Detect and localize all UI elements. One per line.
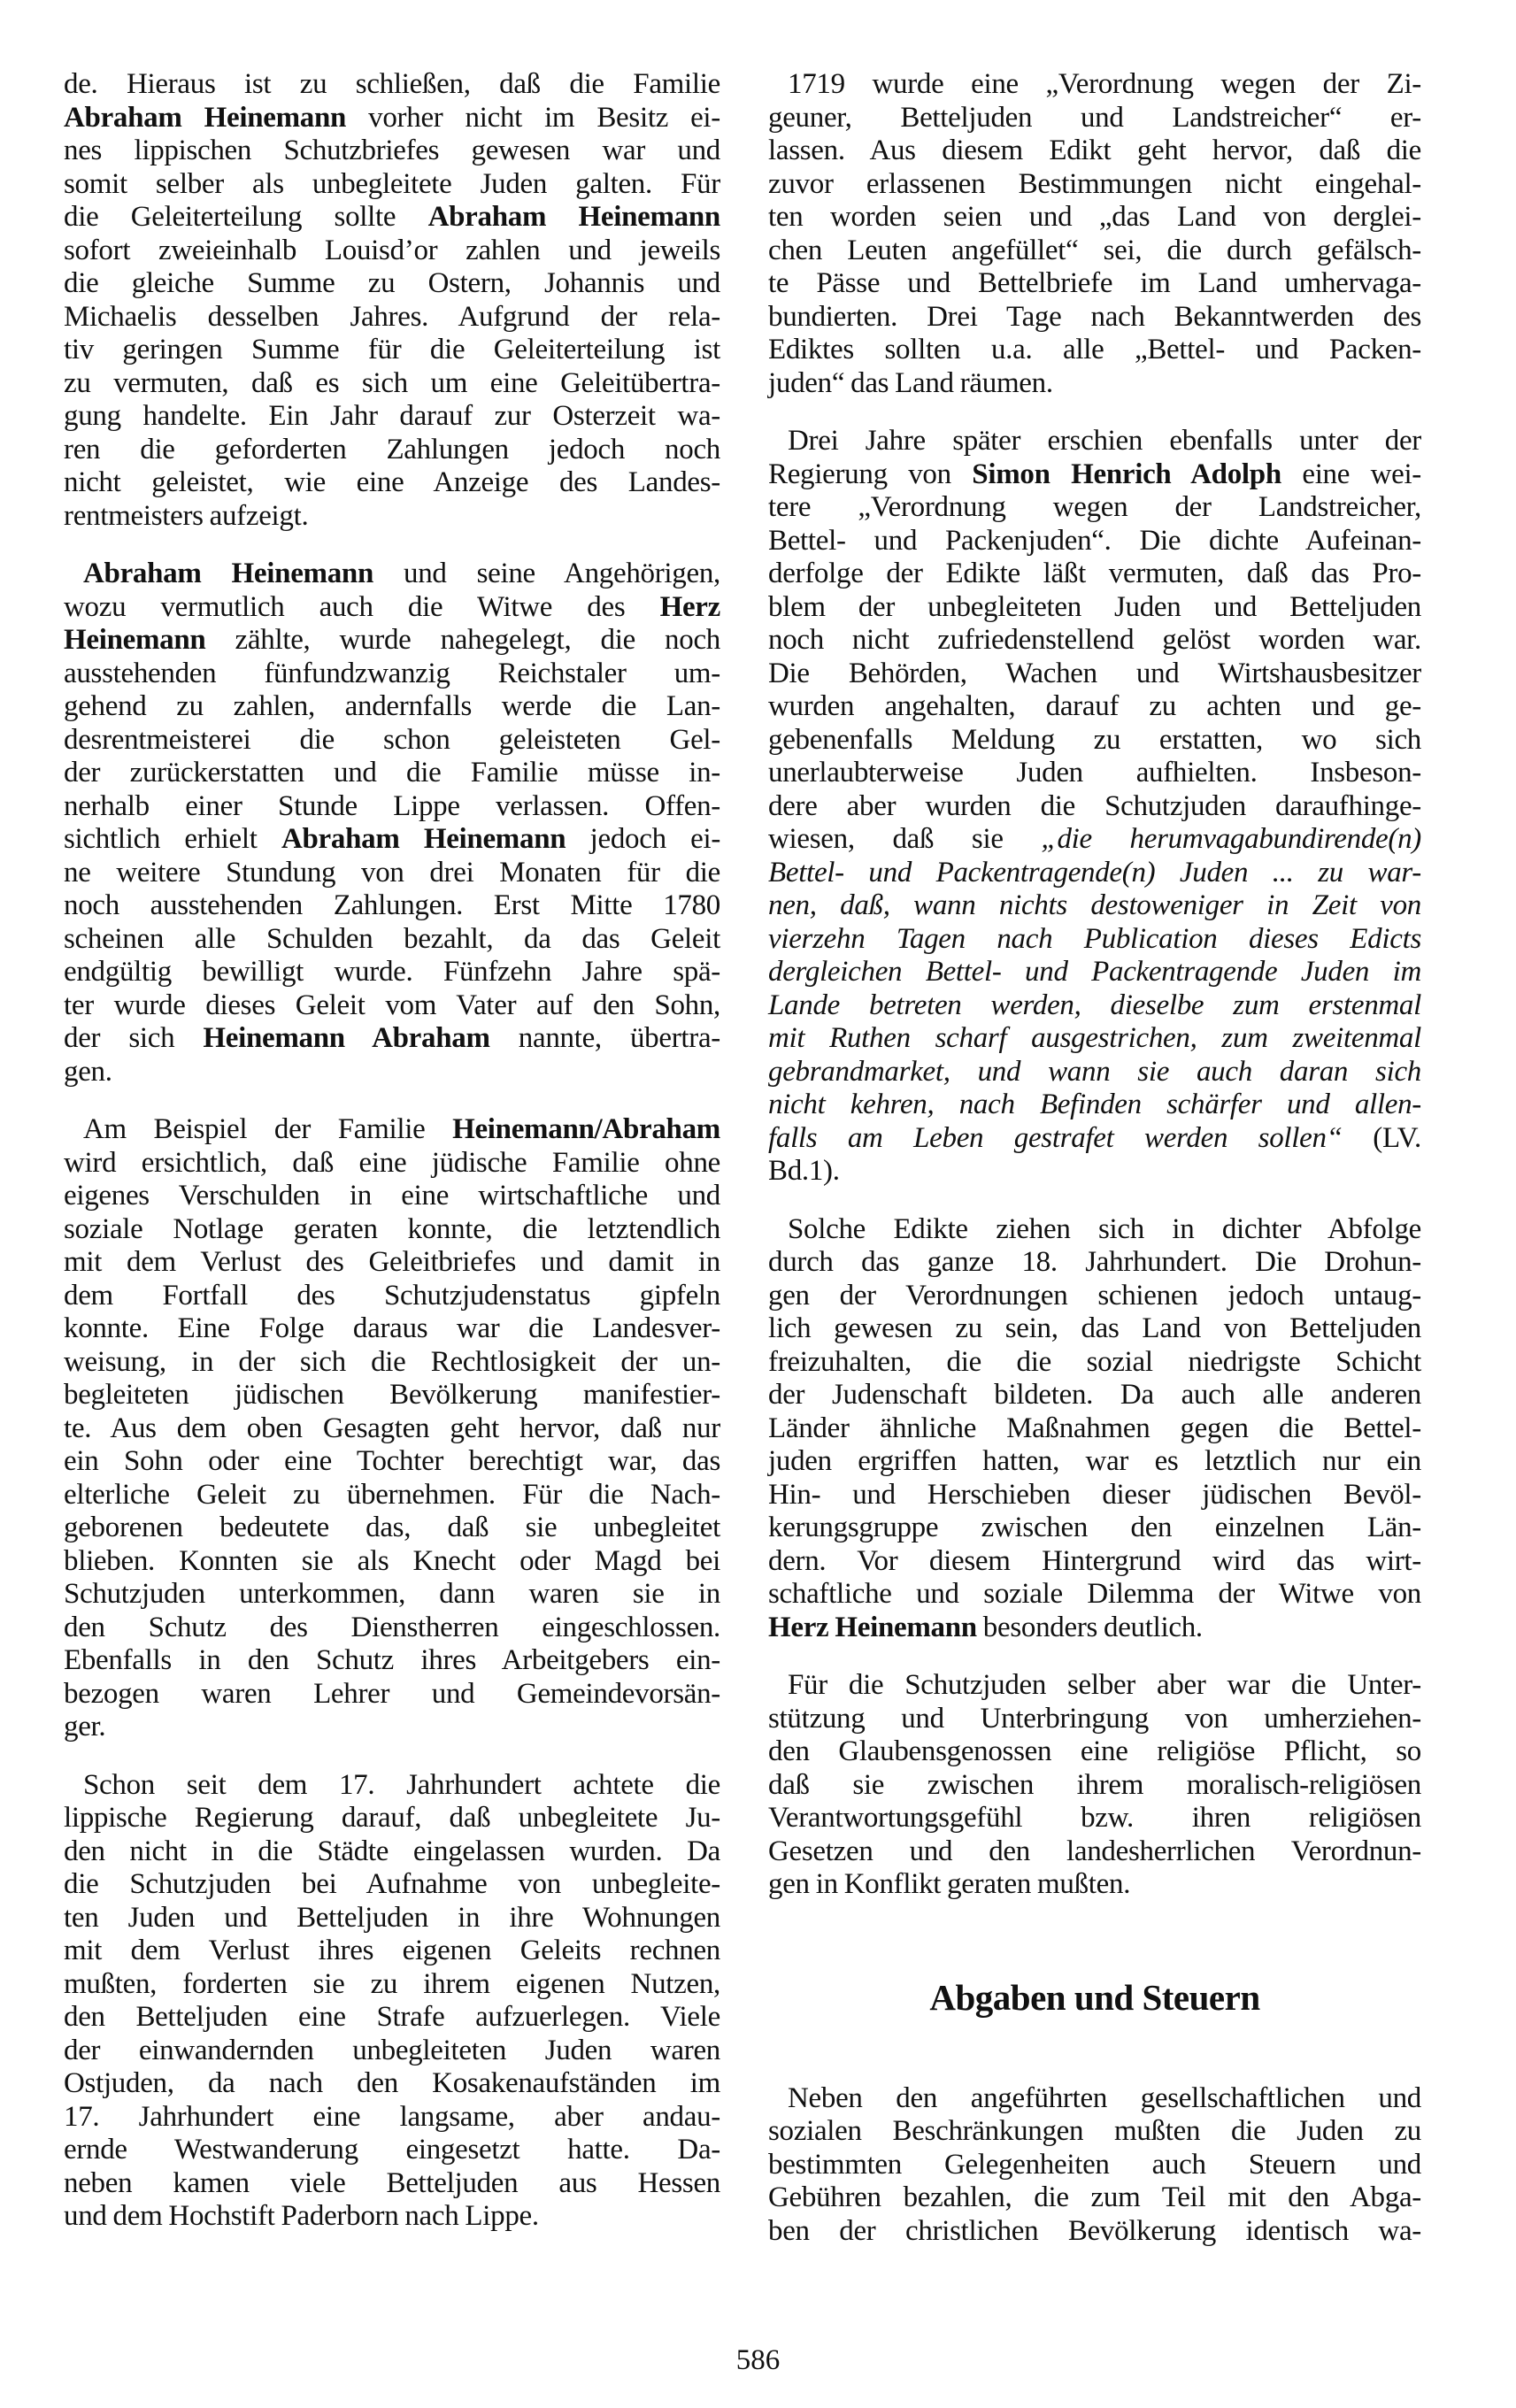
text-run: juden ergriffen hatten, war es letztlich nur ein bbox=[768, 1445, 1421, 1477]
text-line bbox=[64, 2001, 720, 2035]
text-line bbox=[768, 1056, 1421, 1089]
text-line bbox=[768, 267, 1421, 301]
text-run: Bd.1). bbox=[768, 1155, 840, 1187]
paragraph bbox=[768, 425, 1421, 1189]
text-run: lassen. Aus diesem Edikt geht hervor, daß die bbox=[768, 135, 1421, 166]
text-line bbox=[768, 1703, 1421, 1736]
text-line bbox=[768, 1769, 1421, 1803]
text-line bbox=[768, 724, 1421, 758]
text-run: Gebühren bezahlen, die zum Teil mit den Abga- bbox=[768, 2181, 1421, 2213]
text-line bbox=[768, 334, 1421, 367]
italic-quote: Lande betreten werden, dieselbe zum erstenmal bbox=[768, 989, 1421, 1021]
bold-name: Abraham Heinemann bbox=[281, 823, 566, 855]
text-run: Verantwortungsgefühl bzw. ihren religiösen bbox=[768, 1802, 1421, 1834]
text-line bbox=[768, 135, 1421, 168]
text-line bbox=[768, 102, 1421, 135]
text-line bbox=[768, 2082, 1421, 2116]
text-run: stützung und Unterbringung von umherziehen- bbox=[768, 1702, 1421, 1735]
text-line bbox=[768, 558, 1421, 591]
text-line bbox=[64, 301, 720, 335]
text-run: sozialen Beschränkungen mußten die Juden zu bbox=[768, 2115, 1421, 2147]
text-line bbox=[768, 367, 1421, 401]
bold-name: Simon Henrich Adolph bbox=[972, 458, 1281, 490]
text-line bbox=[64, 334, 720, 367]
text-run: den Schutz des Dienstherren eingeschlossen. bbox=[64, 1611, 720, 1643]
text-run: dere aber wurden die Schutzjuden daraufhinge- bbox=[768, 789, 1421, 822]
text-line bbox=[64, 1578, 720, 1612]
text-run: Drei Jahre später erschien ebenfalls unter der bbox=[788, 425, 1421, 457]
text-run: te Pässe und Bettelbriefe im Land umhervaga- bbox=[768, 267, 1421, 299]
text-run: ausstehenden fünfundzwanzig Reichstaler um- bbox=[64, 657, 720, 689]
paragraph bbox=[64, 1113, 720, 1744]
text-run: ten worden seien und „das Land von derglei- bbox=[768, 201, 1421, 233]
text-run: desrentmeisterei die schon geleisteten Gel- bbox=[64, 723, 720, 756]
text-run: und seine Angehörigen, bbox=[373, 558, 720, 589]
text-run: gen. bbox=[64, 1055, 112, 1088]
bold-name: Heinemann Abraham bbox=[203, 1022, 490, 1054]
text-line bbox=[768, 2181, 1421, 2215]
text-line bbox=[64, 658, 720, 691]
text-line bbox=[768, 458, 1421, 492]
text-line bbox=[64, 1835, 720, 1869]
text-line bbox=[768, 2215, 1421, 2249]
text-line bbox=[768, 956, 1421, 989]
text-line bbox=[768, 301, 1421, 335]
text-run: zu vermuten, daß es sich um eine Geleitübertra- bbox=[64, 366, 720, 399]
text-run: Schon seit dem 17. Jahrhundert achtete die bbox=[83, 1768, 720, 1801]
text-run: derfolge der Edikte läßt vermuten, daß das Pro- bbox=[768, 558, 1421, 589]
italic-quote: falls am Leben gestrafet werden sollen“ bbox=[768, 1121, 1343, 1154]
text-run: wurden angehalten, darauf zu achten und ge- bbox=[768, 690, 1421, 722]
text-run: und dem Hochstift Paderborn nach Lippe. bbox=[64, 2200, 539, 2232]
text-run: (LV. bbox=[1342, 1121, 1422, 1154]
text-run: kerungsgruppe zwischen den einzelnen Län- bbox=[768, 1512, 1421, 1543]
text-run: nicht geleistet, wie eine Anzeige des Landes- bbox=[64, 466, 720, 498]
text-line bbox=[64, 1802, 720, 1835]
text-run: bestimmten Gelegenheiten auch Steuern und bbox=[768, 2148, 1421, 2181]
text-line bbox=[64, 1246, 720, 1280]
text-run: Regierung von bbox=[768, 458, 973, 490]
text-run: gung handelte. Ein Jahr darauf zur Osterzeit wa- bbox=[64, 400, 720, 432]
text-run: Bettel- und Packenjuden“. Die dichte Aufeinan- bbox=[768, 524, 1421, 557]
text-run: ger. bbox=[64, 1711, 106, 1743]
text-line bbox=[768, 989, 1421, 1023]
text-run: noch ausstehenden Zahlungen. Erst Mitte 1780 bbox=[64, 889, 720, 921]
text-line bbox=[768, 591, 1421, 625]
text-run: neben kamen viele Betteljuden aus Hessen bbox=[64, 2166, 720, 2199]
text-line bbox=[768, 1612, 1421, 1645]
page-number: 586 bbox=[735, 2344, 781, 2376]
text-run: schaftliche und soziale Dilemma der Witwe von bbox=[768, 1578, 1421, 1610]
text-run: Länder ähnliche Maßnahmen gegen die Bettel- bbox=[768, 1412, 1421, 1444]
text-run: dem Fortfall des Schutzjudenstatus gipfeln bbox=[64, 1279, 720, 1312]
text-run: mit dem Verlust des Geleitbriefes und damit in bbox=[64, 1246, 720, 1278]
text-line bbox=[768, 1022, 1421, 1056]
text-run: Schutzjuden unterkommen, dann waren sie in bbox=[64, 1578, 720, 1610]
text-line bbox=[64, 135, 720, 168]
text-line bbox=[768, 425, 1421, 458]
text-line bbox=[768, 1089, 1421, 1122]
italic-quote: gebrandmarket, und wann sie auch daran sich bbox=[768, 1055, 1421, 1088]
text-run: der sich bbox=[64, 1022, 204, 1054]
text-line bbox=[64, 790, 720, 824]
right-text-column bbox=[768, 68, 1421, 2273]
text-run: zählte, wurde nahegelegt, die noch bbox=[205, 624, 720, 656]
text-run: ein Sohn oder eine Tochter berechtigt war, das bbox=[64, 1445, 720, 1477]
text-line bbox=[768, 525, 1421, 558]
section-heading: Abgaben und Steuern bbox=[929, 1976, 1260, 2018]
text-line bbox=[64, 857, 720, 890]
text-line bbox=[64, 1312, 720, 1346]
italic-quote: nen, daß, wann nichts destoweniger in Zeit von bbox=[768, 889, 1421, 921]
text-run: Die Behörden, Wachen und Wirtshausbesitzer bbox=[768, 657, 1421, 689]
text-run: Solche Edikte ziehen sich in dichter Abfolge bbox=[788, 1212, 1421, 1245]
text-run: bundierten. Drei Tage nach Bekanntwerden des bbox=[768, 300, 1421, 333]
text-line bbox=[768, 1213, 1421, 1247]
bold-name: Abraham Heinemann bbox=[83, 558, 374, 589]
text-run: Für die Schutzjuden selber aber war die Unter- bbox=[788, 1669, 1421, 1701]
text-line bbox=[64, 1379, 720, 1412]
text-run: mit dem Verlust ihres eigenen Geleits rechnen bbox=[64, 1935, 720, 1966]
text-run: der einwandernden unbegleiteten Juden waren bbox=[64, 2034, 720, 2066]
text-line bbox=[64, 624, 720, 658]
text-line bbox=[64, 201, 720, 235]
text-run: der Judenschaft bildeten. Da auch alle anderen bbox=[768, 1379, 1421, 1411]
text-run: ten Juden und Betteljuden in ihre Wohnungen bbox=[64, 1901, 720, 1934]
text-run: somit selber als unbegleitete Juden galten. Für bbox=[64, 167, 720, 200]
text-run: eine wei- bbox=[1281, 458, 1421, 490]
text-run: die Geleiterteilung sollte bbox=[64, 201, 428, 233]
text-line bbox=[64, 1213, 720, 1247]
text-line bbox=[64, 235, 720, 268]
bold-name: Abraham Heinemann bbox=[64, 101, 347, 134]
text-line bbox=[768, 1868, 1421, 1902]
text-line bbox=[64, 889, 720, 923]
text-line bbox=[768, 690, 1421, 724]
text-line bbox=[64, 168, 720, 202]
italic-quote: vierzehn Tagen nach Publication dieses Edicts bbox=[768, 922, 1421, 955]
text-line bbox=[64, 1711, 720, 1744]
text-run: Ostjuden, da nach den Kosakenaufständen im bbox=[64, 2067, 720, 2099]
text-line bbox=[64, 558, 720, 591]
text-line bbox=[768, 1578, 1421, 1612]
text-line bbox=[768, 201, 1421, 235]
text-run: freizuhalten, die die sozial niedrigste Schicht bbox=[768, 1345, 1421, 1378]
text-run: noch nicht zufriedenstellend gelöst worden war. bbox=[768, 624, 1421, 656]
text-line bbox=[64, 2035, 720, 2068]
text-line bbox=[64, 1612, 720, 1645]
text-run: eigenes Verschulden in eine wirtschaftliche und bbox=[64, 1180, 720, 1212]
text-run: ren die geforderten Zahlungen jedoch noch bbox=[64, 433, 720, 465]
text-run: tiv geringen Summe für die Geleiterteilung ist bbox=[64, 334, 720, 365]
text-run: lippische Regierung darauf, daß unbegleitete Ju- bbox=[64, 1802, 720, 1834]
text-line bbox=[64, 690, 720, 724]
text-line bbox=[768, 1155, 1421, 1189]
text-line bbox=[768, 168, 1421, 202]
text-run: Neben den angeführten gesellschaftlichen und bbox=[788, 2081, 1421, 2114]
text-line bbox=[64, 989, 720, 1023]
text-line bbox=[768, 1512, 1421, 1545]
text-run: wird ersichtlich, daß eine jüdische Familie ohne bbox=[64, 1146, 720, 1179]
text-line bbox=[768, 1246, 1421, 1280]
text-run: blem der unbegleiteten Juden und Betteljuden bbox=[768, 590, 1421, 623]
text-line bbox=[64, 1280, 720, 1313]
text-run: bezogen waren Lehrer und Gemeindevorsän- bbox=[64, 1677, 720, 1710]
italic-quote: nicht kehren, nach Befinden schärfer und allen- bbox=[768, 1089, 1421, 1120]
text-line bbox=[768, 1346, 1421, 1380]
right-column-paragraphs bbox=[768, 68, 1421, 1902]
text-run: elterliche Geleit zu übernehmen. Für die Nach- bbox=[64, 1478, 720, 1511]
text-line bbox=[64, 1968, 720, 2002]
text-run: geborenen bedeutete das, daß sie unbegleitet bbox=[64, 1512, 720, 1543]
text-run: nes lippischen Schutzbriefes gewesen war und bbox=[64, 135, 720, 166]
text-run: die gleiche Summe zu Ostern, Johannis und bbox=[64, 267, 720, 299]
bold-name: Heinemann bbox=[64, 624, 206, 656]
text-run: sichtlich erhielt bbox=[64, 823, 281, 855]
text-run: de. Hieraus ist zu schließen, daß die Familie bbox=[64, 68, 720, 100]
text-line bbox=[64, 1479, 720, 1512]
italic-quote: „die herumvagabundirende(n) bbox=[1041, 823, 1421, 855]
text-run: den Betteljuden eine Strafe aufzuerlegen. Viele bbox=[64, 2001, 720, 2033]
text-run: 1719 wurde eine „Verordnung wegen der Zi- bbox=[788, 68, 1421, 100]
text-run: wozu vermutlich auch die Witwe des bbox=[64, 590, 660, 623]
text-line bbox=[64, 1445, 720, 1479]
text-run: jedoch ei- bbox=[566, 823, 721, 855]
italic-quote: dergleichen Bettel- und Packentragende Juden im bbox=[768, 956, 1421, 988]
text-line bbox=[64, 1056, 720, 1089]
bold-name: Herz bbox=[659, 590, 720, 623]
text-line bbox=[64, 68, 720, 102]
text-line bbox=[64, 1769, 720, 1803]
text-line bbox=[768, 1479, 1421, 1512]
text-run: lich gewesen zu sein, das Land von Betteljuden bbox=[768, 1312, 1421, 1344]
text-line bbox=[768, 68, 1421, 102]
text-line bbox=[768, 1379, 1421, 1412]
paragraph bbox=[64, 68, 720, 533]
text-line bbox=[64, 1545, 720, 1579]
text-line bbox=[64, 500, 720, 534]
text-line bbox=[64, 1512, 720, 1545]
text-run: ernde Westwanderung eingesetzt hatte. Da- bbox=[64, 2134, 720, 2166]
text-run: tere „Verordnung wegen der Landstreicher, bbox=[768, 491, 1421, 523]
text-run: mußten, forderten sie zu ihrem eigenen Nutzen, bbox=[64, 1967, 720, 2000]
text-line bbox=[64, 1113, 720, 1147]
text-run: gehend zu zahlen, andernfalls werde die Lan- bbox=[64, 690, 720, 722]
bold-name: Herz Heinemann bbox=[768, 1611, 977, 1643]
text-run: vorher nicht im Besitz ei- bbox=[346, 101, 720, 134]
text-line bbox=[768, 2115, 1421, 2149]
paragraph bbox=[768, 68, 1421, 400]
text-run: die Schutzjuden bei Aufnahme von unbegleite- bbox=[64, 1868, 720, 1900]
text-line bbox=[768, 1412, 1421, 1446]
paragraph bbox=[64, 1769, 720, 2234]
text-run: juden“ das Land räumen. bbox=[768, 366, 1053, 399]
text-run: daß sie zwischen ihrem moralisch-religiösen bbox=[768, 1768, 1421, 1801]
text-line bbox=[64, 757, 720, 790]
text-run: soziale Notlage geraten konnte, die letztendlich bbox=[64, 1212, 720, 1245]
text-run: begleiteten jüdischen Bevölkerung manifestier- bbox=[64, 1379, 720, 1411]
paragraph bbox=[64, 558, 720, 1089]
text-line bbox=[64, 2067, 720, 2101]
text-run: ne weitere Stundung von drei Monaten für die bbox=[64, 856, 720, 889]
text-line bbox=[64, 1644, 720, 1678]
text-line bbox=[64, 591, 720, 625]
text-line bbox=[64, 400, 720, 434]
text-run: Hin- und Herschieben dieser jüdischen Bevöl- bbox=[768, 1478, 1421, 1511]
text-run: besonders deutlich. bbox=[976, 1611, 1203, 1643]
text-line bbox=[64, 2200, 720, 2234]
text-line bbox=[768, 889, 1421, 923]
text-line bbox=[768, 1835, 1421, 1869]
text-line bbox=[768, 923, 1421, 957]
text-run: dern. Vor diesem Hintergrund wird das wirt- bbox=[768, 1544, 1421, 1577]
text-line bbox=[768, 757, 1421, 790]
text-line bbox=[64, 2101, 720, 2135]
text-line bbox=[64, 1022, 720, 1056]
text-line bbox=[768, 2149, 1421, 2182]
bold-name: Abraham Heinemann bbox=[427, 201, 720, 233]
text-line bbox=[768, 823, 1421, 857]
left-text-column bbox=[64, 68, 720, 2258]
text-run: den Glaubensgenossen eine religiöse Pflicht, so bbox=[768, 1735, 1421, 1767]
text-run: rentmeisters aufzeigt. bbox=[64, 499, 309, 532]
text-line bbox=[768, 491, 1421, 525]
text-line bbox=[768, 658, 1421, 691]
text-line bbox=[64, 434, 720, 467]
text-line bbox=[64, 1346, 720, 1380]
text-line bbox=[768, 624, 1421, 658]
text-run: endgültig bewilligt wurde. Fünfzehn Jahre spä- bbox=[64, 956, 720, 988]
text-run: ben der christlichen Bevölkerung identisch wa- bbox=[768, 2214, 1421, 2247]
italic-quote: Bettel- und Packentragende(n) Juden ... zu war- bbox=[768, 856, 1421, 889]
italic-quote: mit Ruthen scharf ausgestrichen, zum zweitenmal bbox=[768, 1022, 1421, 1054]
bold-name: Heinemann/Abraham bbox=[452, 1113, 720, 1145]
text-run: den nicht in die Städte eingelassen wurden. Da bbox=[64, 1835, 720, 1867]
text-run: weisung, in der sich die Rechtlosigkeit der un- bbox=[64, 1345, 720, 1378]
text-run: durch das ganze 18. Jahrhundert. Die Drohun- bbox=[768, 1246, 1421, 1278]
text-line bbox=[64, 2167, 720, 2201]
text-run: Ebenfalls in den Schutz ihres Arbeitgebers ein- bbox=[64, 1644, 720, 1676]
text-line bbox=[64, 367, 720, 401]
text-line bbox=[768, 1312, 1421, 1346]
text-line bbox=[768, 1735, 1421, 1769]
text-line bbox=[64, 1868, 720, 1902]
text-run: Gesetzen und den landesherrlichen Verordnun- bbox=[768, 1835, 1421, 1867]
text-run: blieben. Konnten sie als Knecht oder Magd bei bbox=[64, 1544, 720, 1577]
text-line bbox=[768, 790, 1421, 824]
text-line bbox=[768, 1545, 1421, 1579]
text-run: Am Beispiel der Familie bbox=[83, 1113, 453, 1145]
text-run: zuvor erlassenen Bestimmungen nicht eingehal- bbox=[768, 167, 1421, 200]
text-run: Michaelis desselben Jahres. Aufgrund der rela- bbox=[64, 300, 720, 333]
text-run: sofort zweieinhalb Louisd’or zahlen und jeweils bbox=[64, 234, 720, 266]
text-line bbox=[64, 1935, 720, 1968]
text-line bbox=[64, 267, 720, 301]
text-run: geuner, Betteljuden und Landstreicher“ er- bbox=[768, 101, 1421, 134]
text-line bbox=[64, 724, 720, 758]
text-line bbox=[64, 466, 720, 500]
text-run: ter wurde dieses Geleit vom Vater auf den Sohn, bbox=[64, 989, 720, 1021]
text-line bbox=[64, 1412, 720, 1446]
text-line bbox=[768, 1802, 1421, 1835]
text-run: scheinen alle Schulden bezahlt, da das Geleit bbox=[64, 922, 720, 955]
text-line bbox=[768, 857, 1421, 890]
paragraph bbox=[768, 2082, 1421, 2249]
text-line bbox=[768, 235, 1421, 268]
text-run: gebenenfalls Meldung zu erstatten, wo sich bbox=[768, 723, 1421, 756]
text-run: gen der Verordnungen schienen jedoch untaug- bbox=[768, 1279, 1421, 1312]
text-run: te. Aus dem oben Gesagten geht hervor, daß nur bbox=[64, 1412, 720, 1444]
text-run: wiesen, daß sie bbox=[768, 823, 1042, 855]
text-line bbox=[64, 2134, 720, 2167]
text-line bbox=[64, 1678, 720, 1712]
text-run: unerlaubterweise Juden aufhielten. Insbeson- bbox=[768, 757, 1421, 789]
text-run: nerhalb einer Stunde Lippe verlassen. Offen- bbox=[64, 789, 720, 822]
text-line bbox=[768, 1669, 1421, 1703]
paragraph bbox=[768, 1669, 1421, 1902]
text-line bbox=[768, 1445, 1421, 1479]
text-line bbox=[768, 1122, 1421, 1156]
text-line bbox=[64, 1147, 720, 1181]
text-run: konnte. Eine Folge daraus war die Landesver- bbox=[64, 1312, 720, 1344]
text-run: gen in Konflikt geraten mußten. bbox=[768, 1868, 1131, 1900]
text-line bbox=[768, 1280, 1421, 1313]
text-run: 17. Jahrhundert eine langsame, aber andau- bbox=[64, 2100, 720, 2133]
text-line bbox=[64, 1902, 720, 1935]
text-line bbox=[64, 1180, 720, 1213]
text-run: der zurückerstatten und die Familie müsse in- bbox=[64, 757, 720, 789]
text-line bbox=[64, 823, 720, 857]
text-line bbox=[64, 102, 720, 135]
paragraph bbox=[768, 1213, 1421, 1645]
text-line bbox=[64, 923, 720, 957]
text-run: Ediktes sollten u.a. alle „Bettel- und Packen- bbox=[768, 334, 1421, 365]
text-run: chen Leuten angefüllet“ sei, die durch gefälsch- bbox=[768, 234, 1421, 266]
right-column-after-heading bbox=[768, 2082, 1421, 2249]
text-line bbox=[64, 956, 720, 989]
text-run: nannte, übertra- bbox=[489, 1022, 720, 1054]
